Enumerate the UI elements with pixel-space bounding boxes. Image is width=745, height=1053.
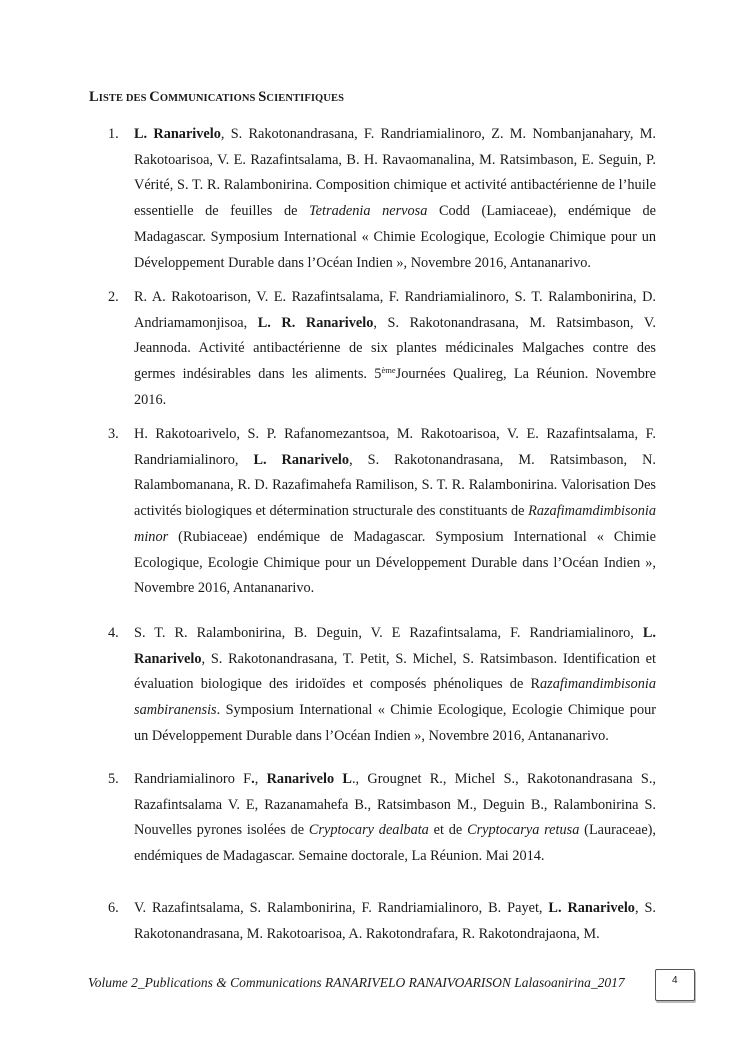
highlighted-author: L. Ranarivelo: [134, 625, 656, 667]
highlighted-author: Ranarivelo L: [266, 771, 352, 787]
item-number: 1.: [108, 126, 119, 142]
citation-text: R. A. Rakotoarison, V. E. Razafintsalama, F. Randriamialinoro, S. T. Ralambonirina, D. Andriamamonjisoa, L. R. Ranarivelo, S. Rakotonandrasana, M. Ratsimbason, V. Jeannoda. Activité antibactérienne de six plantes médicinales Malgaches contre des germes indésirables dans les aliments. 5èmeJournées Qualireg, La Réunion. Novembre 2016.: [134, 289, 656, 408]
species-name: Razafimamdimbisonia minor: [134, 503, 656, 545]
citation-text: H. Rakotoarivelo, S. P. Rafanomezantsoa, M. Rakotoarisoa, V. E. Razafintsalama, F. Randriamialinoro, L. Ranarivelo, S. Rakotonandrasana, M. Ratsimbason, N. Ralambomanana, R. D. Razafimahefa Ramilison, S. T. R. Ralambonirina. Valorisation Des activités biologiques et détermination structurale des constituants de Razafimamdimbisonia minor (Rubiaceae) endémique de Madagascar. Symposium International « Chimie Ecologique, Ecologie Chimique pour un Développement Durable dans l’Océan Indien », Novembre 2016, Antananarivo.: [134, 426, 656, 597]
list-item: [108, 285, 656, 414]
species-name: azafimandimbisonia sambiranensis: [134, 676, 656, 719]
item-number: 2.: [108, 289, 119, 305]
list-item: [108, 122, 656, 276]
highlighted-author: L. R. Ranarivelo: [257, 314, 374, 331]
highlighted-author: L. Ranarivelo: [253, 451, 350, 468]
list-item: [108, 896, 656, 951]
species-name: Cryptocary dealbata: [308, 822, 429, 839]
section-heading: LISTE DES COMMUNICATIONS SCIENTIFIQUES: [89, 89, 345, 105]
highlighted-author: L. Ranarivelo: [134, 126, 221, 142]
ordinal-superscript: ème: [381, 365, 396, 376]
citation-text: L. Ranarivelo, S. Rakotonandrasana, F. Randriamialinoro, Z. M. Nombanjanahary, M. Rakotoarisoa, V. E. Razafintsalama, B. H. Ravaomanalina, M. Ratsimbason, E. Seguin, P. Vérité, S. T. R. Ralambonirina. Composition chimique et activité antibactérienne de l’huile essentielle de feuilles de Tetradenia nervosa Codd (Lamiaceae), endémique de Madagascar. Symposium International « Chimie Ecologique, Ecologie Chimique pour un Développement Durable dans l’Océan Indien », Novembre 2016, Antananarivo.: [134, 126, 656, 271]
list-item: [108, 422, 656, 602]
item-number: 6.: [108, 900, 119, 916]
citation-text: V. Razafintsalama, S. Ralambonirina, F. Randriamialinoro, B. Payet, L. Ranarivelo, S. Rakotonandrasana, M. Rakotoarisoa, A. Rakotondrafara, R. Rakotondrajaona, M.: [134, 900, 656, 942]
species-name: Cryptocarya retusa: [467, 822, 580, 839]
item-number: 3.: [108, 426, 119, 442]
species-name: Tetradenia nervosa: [309, 203, 428, 220]
item-number: 4.: [108, 625, 119, 641]
page-number-box: [655, 969, 695, 1001]
item-number: 5.: [108, 771, 119, 787]
highlighted-author: L. Ranarivelo: [548, 900, 635, 916]
citation-text: S. T. R. Ralambonirina, B. Deguin, V. E Razafintsalama, F. Randriamialinoro, L. Ranarivelo, S. Rakotonandrasana, T. Petit, S. Michel, S. Ratsimbason. Identification et évaluation biologique des iridoïdes et composés phénoliques de Razafimandimbisonia sambiranensis. Symposium International « Chimie Ecologique, Ecologie Chimique pour un Développement Durable dans l’Océan Indien », Novembre 2016, Antananarivo.: [134, 625, 656, 744]
list-item: [108, 767, 656, 870]
page-footer: Volume 2_Publications & Communications RANARIVELO RANAIVOARISON Lalasoanirina_2017: [88, 975, 625, 990]
citation-text: Randriamialinoro F., Ranarivelo L., Grougnet R., Michel S., Rakotonandrasana S., Razafintsalama V. E, Razanamahefa B., Ratsimbason M., Deguin B., Ralambonirina S. Nouvelles pyrones isolées de Cryptocary dealbata et de Cryptocarya retusa (Lauraceae), endémiques de Madagascar. Semaine doctorale, La Réunion. Mai 2014.: [134, 771, 656, 865]
list-item: [108, 621, 656, 750]
page-number: 4: [672, 975, 678, 986]
